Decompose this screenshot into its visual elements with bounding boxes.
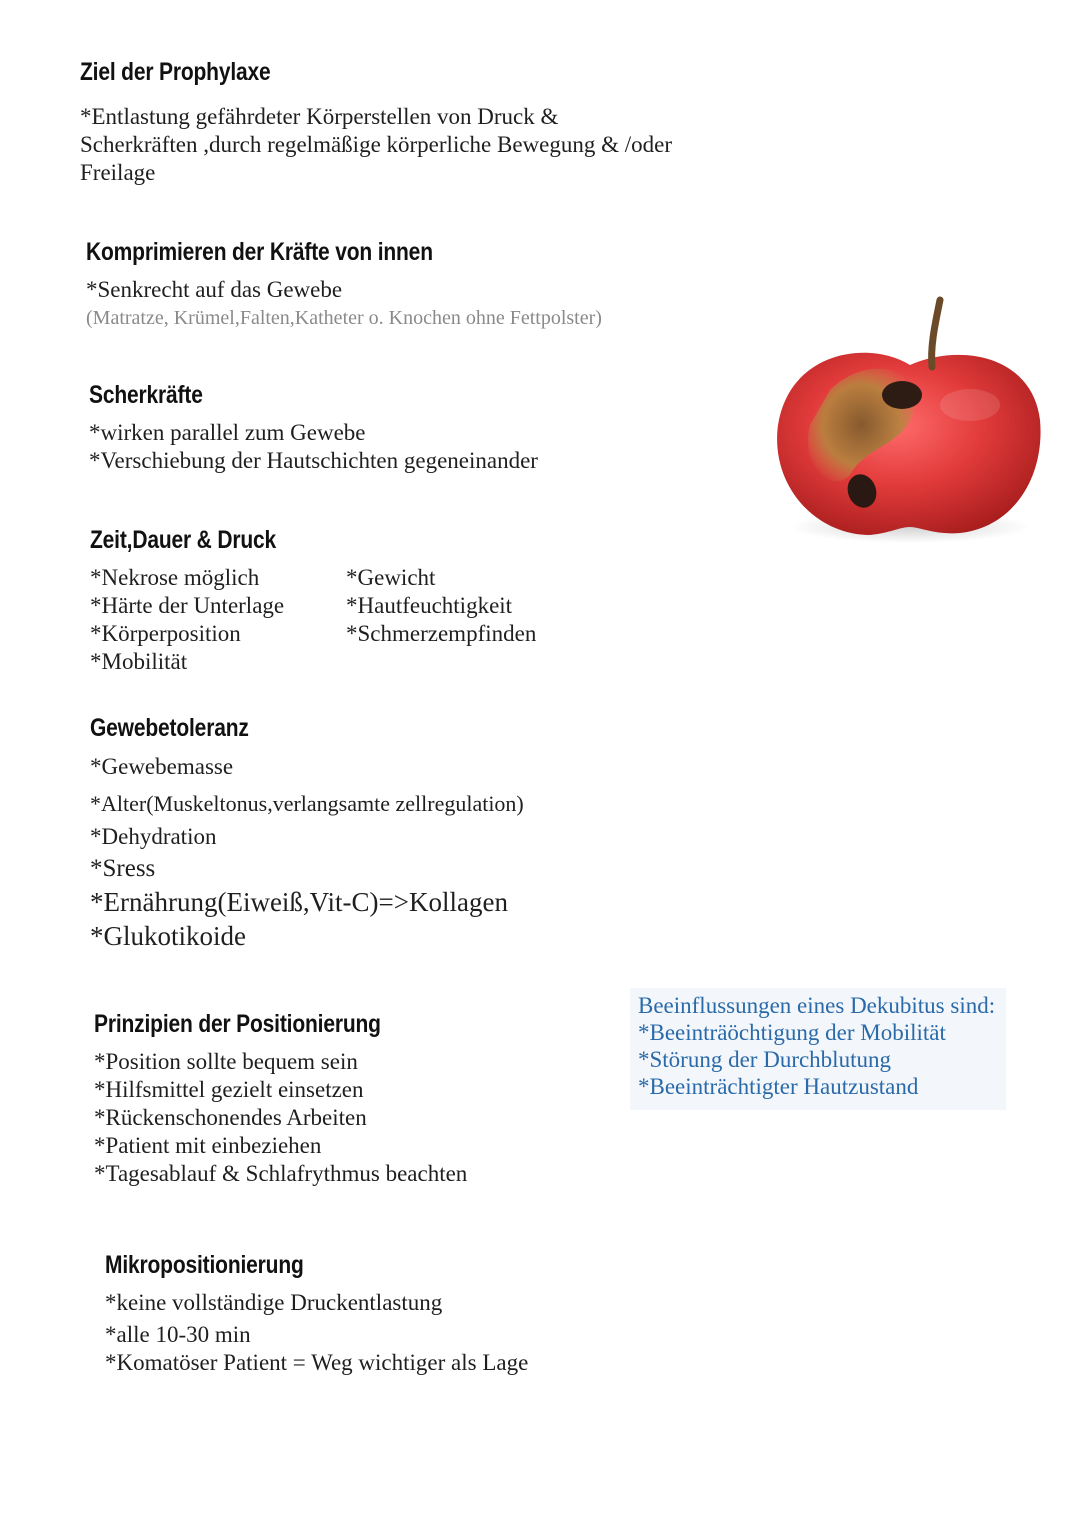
ziel-line: *Entlastung gefährdeter Körperstellen von Druck & [80,104,559,129]
zeit-item: *Schmerzempfinden [346,621,537,646]
info-box-line: *Beeinträchtigter Hautzustand [638,1074,919,1099]
zeit-item: *Nekrose möglich [90,565,260,590]
heading-gewebe: Gewebetoleranz [90,714,249,742]
prinzipien-item: *Tagesablauf & Schlafrythmus beachten [94,1161,468,1186]
zeit-item: *Hautfeuchtigkeit [346,593,513,618]
mikro-list [105,1289,528,1377]
prinzipien-item: *Patient mit einbeziehen [94,1133,322,1158]
scherkraefte-line: *Verschiebung der Hautschichten gegeneinander [89,448,538,473]
zeit-item: *Gewicht [346,565,436,590]
heading-zeit: Zeit,Dauer & Druck [90,526,277,554]
ziel-text [80,103,672,187]
prinzipien-item: *Position sollte bequem sein [94,1049,358,1074]
heading-prinzipien: Prinzipien der Positionierung [94,1010,381,1038]
zeit-item: *Mobilität [90,649,188,674]
zeit-item: *Körperposition [90,621,241,646]
prinzipien-item: *Hilfsmittel gezielt einsetzen [94,1077,364,1102]
gewebe-line: *Dehydration [90,824,217,849]
heading-mikro: Mikropositionierung [105,1251,304,1279]
zeit-item: *Härte der Unterlage [90,593,285,618]
info-box-dekubitus [630,988,1006,1110]
prinzipien-item: *Rückenschonendes Arbeiten [94,1105,367,1130]
scherkraefte-line: *wirken parallel zum Gewebe [89,420,366,445]
gewebe-line: *Alter(Muskeltonus,verlangsamte zellregulation) [90,791,524,816]
komprimieren-line: *Senkrecht auf das Gewebe [86,277,343,302]
gewebe-line: *Sress [90,855,156,882]
zeit-right-list [346,564,536,648]
gewebe-line: *Ernährung(Eiweiß,Vit-C)=>Kollagen [90,887,508,917]
ziel-line: Freilage [80,160,156,185]
komprimieren-note: (Matratze, Krümel,Falten,Katheter o. Knochen ohne Fettpolster) [86,307,602,329]
rotting-apple-icon [770,295,1050,595]
komprimieren-text [86,276,602,332]
prinzipien-list [94,1048,467,1188]
zeit-left-list [90,564,284,676]
ziel-line: Scherkräften ,durch regelmäßige körperliche Bewegung & /oder [80,132,673,157]
gewebe-line: *Gewebemasse [90,754,234,779]
heading-ziel: Ziel der Prophylaxe [80,58,271,86]
info-box-line: Beeinflussungen eines Dekubitus sind: [638,993,996,1018]
info-box-line: *Störung der Durchblutung [638,1047,891,1072]
heading-komprimieren: Komprimieren der Kräfte von innen [86,238,433,266]
mikro-item: *Komatöser Patient = Weg wichtiger als Lage [105,1350,529,1375]
scherkraefte-text [89,419,538,475]
mikro-item: *keine vollständige Druckentlastung [105,1290,443,1315]
heading-scherkraefte: Scherkräfte [89,381,203,409]
info-box-line: *Beeinträöchtigung der Mobilität [638,1020,946,1045]
mikro-item: *alle 10-30 min [105,1322,251,1347]
gewebe-line: *Glukotikoide [90,921,246,951]
